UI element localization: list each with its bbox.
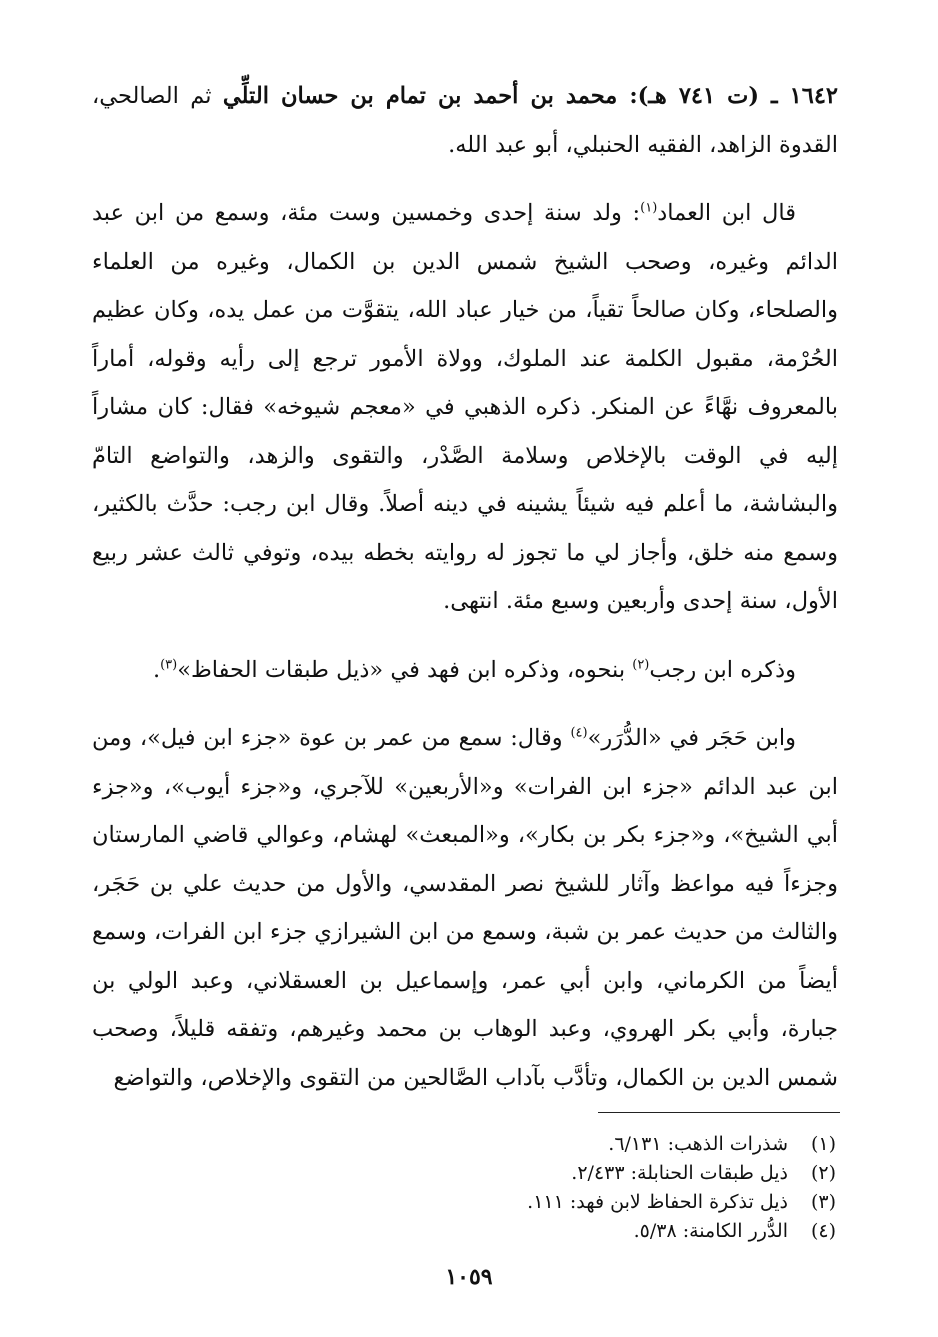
footnote-number: (٤) [810,1220,836,1242]
footnote-number: (١) [810,1133,836,1155]
footnote-text: شذرات الذهب: ٦/١٣١. [608,1133,788,1155]
paragraph-text: بنحوه، وذكره ابن فهد في «ذيل طبقات الحفاظ» [177,656,633,683]
footnote-number: (٢) [810,1162,836,1184]
footnote-item [356,1159,836,1188]
paragraph-ibn-hajar [92,714,838,1102]
footnote-ref-2: (٢) [632,657,650,672]
paragraph-text: وقال: سمع من عمر بن عوة «جزء ابن فيل»، ومن ابن عبد الدائم «جزء ابن الفرات» و«الأربعين» للآجري، و«جزء أيوب»، و«جزء أبي الشيخ»، و«جزء بكر بن بكار»، و«المبعث» لهشام، وعوالي قاضي المارستان وجزءاً فيه مواعظ وآثار للشيخ نصر المقدسي، والأول من حديث علي بن حَجَر، والثالث من حديث عمر بن شبة، وسمع من ابن الشيرازي جزء ابن الفرات، وسمع أيضاً من الكرماني، وابن أبي عمر، وإسماعيل بن العسقلاني، وعبد الولي بن جبارة، وأبي بكر الهروي، وعبد الوهاب بن محمد وغيرهم، وتفقه قليلاً، وصحب شمس الدين بن الكمال، وتأدَّب بآداب الصَّالحين من التقوى والإخلاص، والتواضع [92,725,838,1091]
footnote-ref-1: (١) [640,200,658,216]
footnote-divider [598,1112,840,1113]
footnotes [356,1130,836,1246]
footnote-item [356,1188,836,1217]
footnote-text: ذيل طبقات الحنابلة: ٢/٤٣٣. [571,1162,788,1184]
footnote-ref-3: (٣) [160,657,178,672]
entry-heading-rest: ثم الصالحي، القدوة الزاهد، الفقيه الحنبلي، أبو عبد الله. [92,83,838,158]
footnote-item [356,1217,836,1246]
footnote-text: الدُّرر الكامنة: ٥/٣٨. [633,1220,788,1242]
footnote-item [356,1130,836,1159]
entry-heading: ١٦٤٢ ـ (ت ٧٤١ هـ): محمد بن أحمد بن تمام بن حسان التلِّي [222,83,839,109]
paragraph-ibn-rajab [92,646,838,695]
paragraph-ibn-al-imad [92,189,838,626]
entry-header [92,72,838,169]
paragraph-text: وابن حَجَر في «الدُّرَر» [587,725,797,751]
footnote-text: ذيل تذكرة الحفاظ لابن فهد: ١١١. [527,1191,788,1213]
paragraph-text: : ولد سنة إحدى وخمسين وست مئة، وسمع من ابن عبد الدائم وغيره، وصحب الشيخ شمس الدين بن الكمال، وغيره من العلماء والصلحاء، وكان صالحاً تقياً، من خيار عباد الله، يتقوَّت من عمل يده، وكان عظيم الحُرْمة، مقبول الكلمة عند الملوك، وولاة الأمور ترجع إلى رأيه وقوله، أماراً بالمعروف نهَّاءً عن المنكر. ذكره الذهبي في «معجم شيوخه» فقال: كان مشاراً إليه في الوقت بالإخلاص وسلامة الصَّدْر، والتقوى والزهد، والتواضع التامّ والبشاشة، ما أعلم فيه شيئاً يشينه في دينه أصلاً. وقال ابن رجب: حدَّث بالكثير، وسمع منه خلق، وأجاز لي ما تجوز له روايته بخطه بيده، وتوفي ثالث عشر ربيع الأول، سنة إحدى وأربعين وسبع مئة. انتهى. [92,200,838,614]
page-number: ١٠٥٩ [445,1264,493,1290]
paragraph-text: . [152,656,161,683]
paragraph-text: وذكره ابن رجب [649,656,796,683]
footnote-number: (٣) [810,1191,836,1213]
footnote-ref-4: (٤) [570,725,588,741]
paragraph-text: قال ابن العماد [657,200,796,226]
